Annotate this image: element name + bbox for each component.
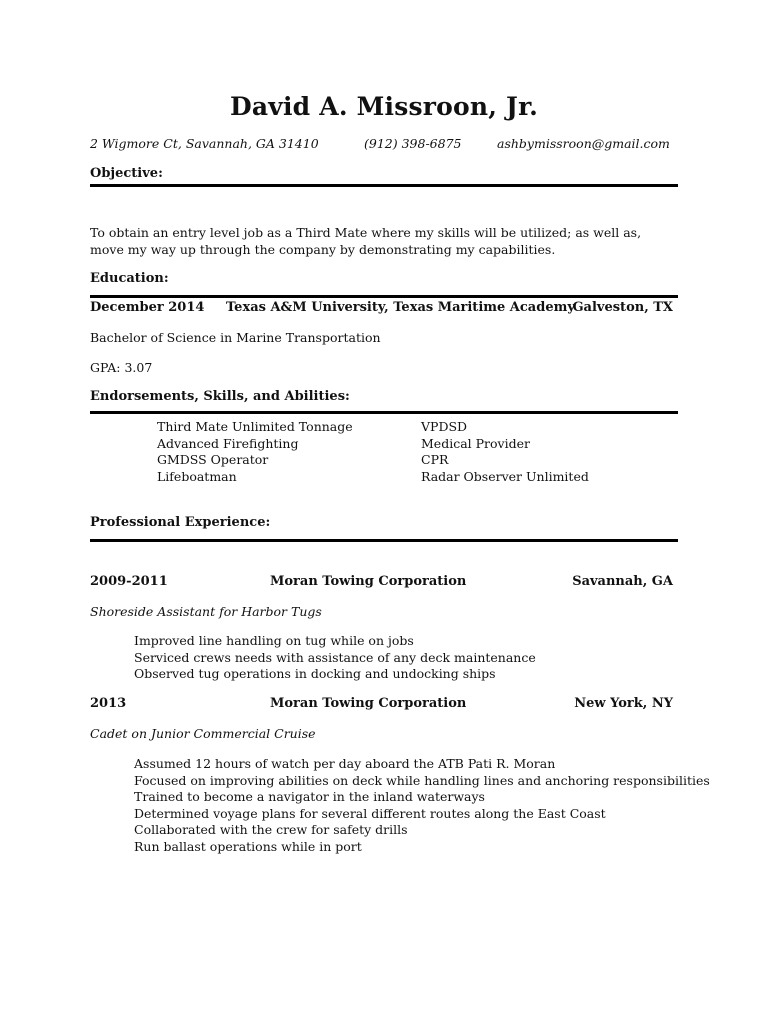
duty-item: Observed tug operations in docking and undocking ships — [134, 666, 496, 682]
skill-item: Medical Provider — [421, 435, 530, 451]
applicant-name: David A. Missroon, Jr. — [229, 92, 539, 121]
skills-list-right — [421, 419, 589, 485]
education-location: Galveston, TX — [572, 300, 673, 315]
objective-divider — [90, 184, 678, 187]
skill-item: Third Mate Unlimited Tonnage — [157, 419, 353, 434]
skill-item: CPR — [421, 452, 449, 468]
education-degree: Bachelor of Science in Marine Transportation — [90, 330, 381, 345]
job-duties-list — [134, 633, 536, 683]
skill-item: Radar Observer Unlimited — [421, 468, 589, 484]
job-dates: 2009-2011 — [90, 574, 168, 589]
contact-address: 2 Wigmore Ct, Savannah, GA 31410 — [90, 136, 319, 151]
duty-item: Focused on improving abilities on deck while handling lines and anchoring responsibilities — [134, 772, 710, 788]
duty-item: Collaborated with the crew for safety drills — [134, 822, 408, 838]
job-location: Savannah, GA — [572, 574, 673, 589]
education-heading: Education: — [90, 271, 169, 286]
job-company: Moran Towing Corporation — [270, 696, 467, 711]
skill-item: VPDSD — [421, 419, 468, 434]
skills-divider — [90, 411, 678, 414]
duty-item: Determined voyage plans for several different routes along the East Coast — [134, 805, 606, 821]
education-school: Texas A&M University, Texas Maritime Academy — [226, 300, 575, 315]
education-divider — [90, 295, 678, 298]
duty-item: Run ballast operations while in port — [134, 838, 362, 854]
job-dates: 2013 — [90, 696, 127, 711]
education-gpa: GPA: 3.07 — [90, 360, 153, 375]
experience-divider — [90, 539, 678, 542]
skill-item: GMDSS Operator — [157, 452, 269, 468]
skills-heading: Endorsements, Skills, and Abilities: — [90, 389, 350, 404]
contact-email[interactable]: ashbymissroon@gmail.com — [497, 136, 670, 151]
objective-heading: Objective: — [90, 166, 163, 181]
skill-item: Advanced Firefighting — [157, 435, 299, 451]
objective-text: To obtain an entry level job as a Third Mate where my skills will be utilized; as well as, move my way up through the company by demonstrating my capabilities. — [90, 225, 642, 257]
contact-phone: (912) 398-6875 — [364, 136, 462, 151]
job-duties-list — [134, 756, 710, 856]
skills-list-left — [157, 419, 353, 485]
duty-item: Trained to become a navigator in the inland waterways — [134, 789, 485, 805]
duty-item: Improved line handling on tug while on jobs — [134, 633, 414, 648]
duty-item: Assumed 12 hours of watch per day aboard the ATB Pati R. Moran — [134, 756, 556, 771]
job-location: New York, NY — [574, 696, 673, 711]
skill-item: Lifeboatman — [157, 468, 237, 484]
education-date: December 2014 — [90, 300, 205, 315]
job-title: Cadet on Junior Commercial Cruise — [90, 726, 316, 741]
experience-heading: Professional Experience: — [90, 515, 271, 530]
job-company: Moran Towing Corporation — [270, 574, 467, 589]
duty-item: Serviced crews needs with assistance of any deck maintenance — [134, 649, 536, 665]
job-title: Shoreside Assistant for Harbor Tugs — [90, 604, 322, 619]
